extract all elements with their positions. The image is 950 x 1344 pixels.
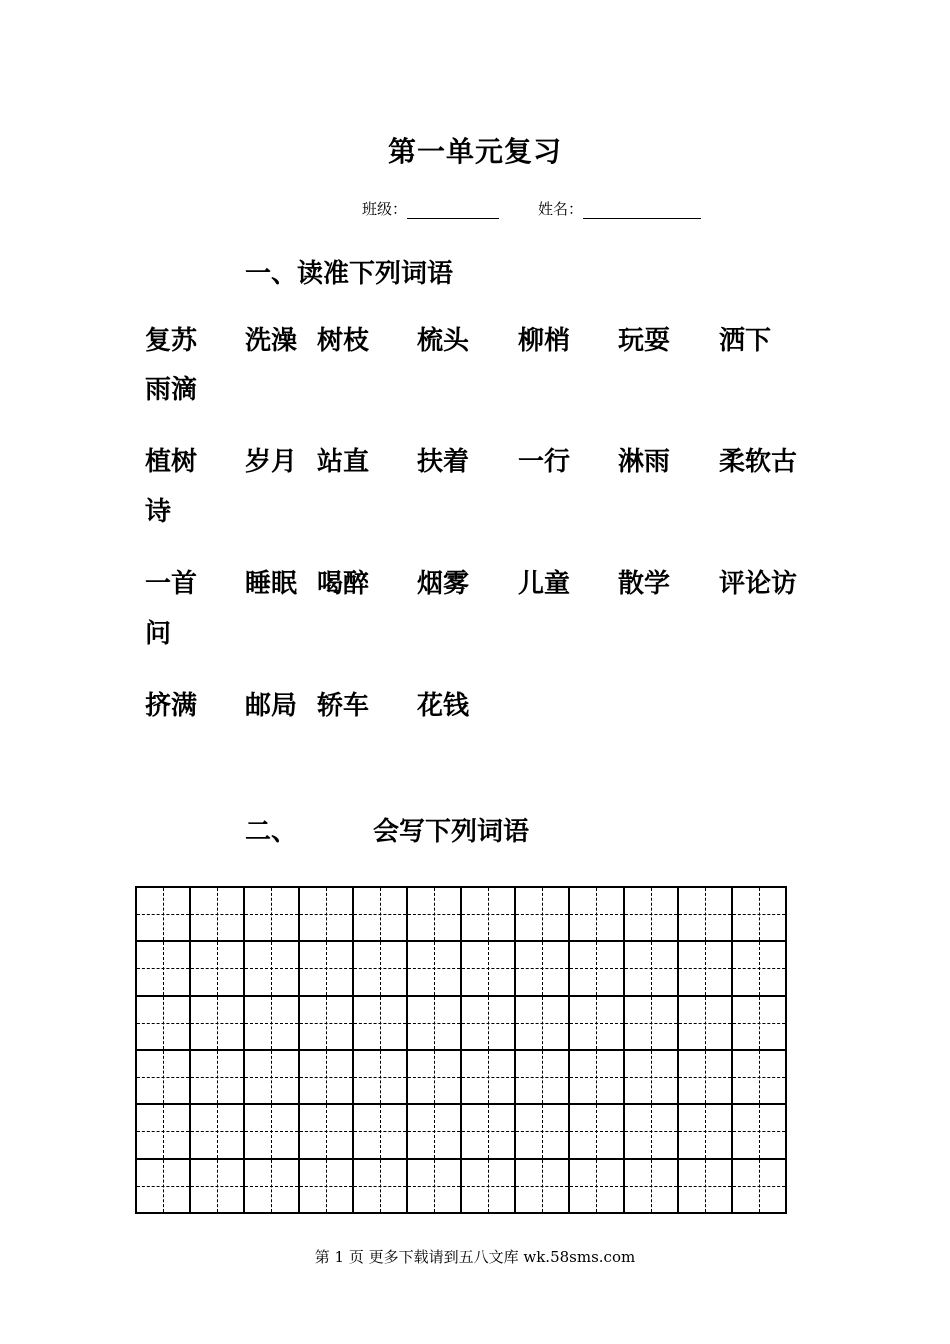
writing-cell[interactable] <box>191 888 245 942</box>
class-blank[interactable] <box>407 201 499 219</box>
writing-cell[interactable] <box>408 1051 462 1105</box>
writing-cell[interactable] <box>408 1105 462 1159</box>
word-item: 评论访 <box>719 569 798 599</box>
writing-cell[interactable] <box>191 1105 245 1159</box>
word-item: 挤满 <box>145 691 198 721</box>
writing-cell[interactable] <box>733 1105 787 1159</box>
word-item: 梳头 <box>417 326 470 356</box>
word-item: 雨滴 <box>145 375 198 405</box>
word-item: 邮局 <box>245 691 298 721</box>
writing-cell[interactable] <box>408 1160 462 1214</box>
writing-cell[interactable] <box>679 888 733 942</box>
writing-cell[interactable] <box>679 1160 733 1214</box>
writing-cell[interactable] <box>570 888 624 942</box>
writing-cell[interactable] <box>354 997 408 1051</box>
word-item: 喝醉 <box>317 569 370 599</box>
writing-cell[interactable] <box>570 997 624 1051</box>
writing-cell[interactable] <box>408 942 462 996</box>
writing-cell[interactable] <box>354 942 408 996</box>
writing-cell[interactable] <box>354 1160 408 1214</box>
writing-cell[interactable] <box>137 1105 191 1159</box>
section-2-heading: 会写下列词语 <box>373 817 530 847</box>
writing-cell[interactable] <box>462 997 516 1051</box>
word-item: 散学 <box>618 569 671 599</box>
writing-cell[interactable] <box>516 888 570 942</box>
writing-cell[interactable] <box>462 942 516 996</box>
writing-cell[interactable] <box>625 997 679 1051</box>
word-item: 一行 <box>518 447 571 477</box>
writing-cell[interactable] <box>516 997 570 1051</box>
writing-cell[interactable] <box>300 942 354 996</box>
writing-cell[interactable] <box>625 1105 679 1159</box>
writing-cell[interactable] <box>300 1051 354 1105</box>
writing-cell[interactable] <box>191 997 245 1051</box>
writing-cell[interactable] <box>679 1051 733 1105</box>
word-item: 洒下 <box>719 326 772 356</box>
writing-cell[interactable] <box>570 1105 624 1159</box>
word-item: 柔软古 <box>719 447 798 477</box>
word-item: 轿车 <box>317 691 370 721</box>
writing-cell[interactable] <box>137 997 191 1051</box>
writing-cell[interactable] <box>733 1051 787 1105</box>
writing-cell[interactable] <box>245 1051 299 1105</box>
writing-cell[interactable] <box>354 888 408 942</box>
word-item: 复苏 <box>145 326 198 356</box>
writing-cell[interactable] <box>137 888 191 942</box>
writing-cell[interactable] <box>462 1105 516 1159</box>
writing-cell[interactable] <box>570 1160 624 1214</box>
writing-cell[interactable] <box>462 1051 516 1105</box>
writing-cell[interactable] <box>516 1105 570 1159</box>
writing-cell[interactable] <box>625 1051 679 1105</box>
writing-cell[interactable] <box>300 1105 354 1159</box>
writing-cell[interactable] <box>354 1105 408 1159</box>
section-2-heading-number: 二、 <box>245 817 298 847</box>
writing-cell[interactable] <box>625 942 679 996</box>
word-item: 淋雨 <box>618 447 671 477</box>
writing-cell[interactable] <box>300 1160 354 1214</box>
writing-cell[interactable] <box>245 888 299 942</box>
word-item: 儿童 <box>518 569 571 599</box>
writing-cell[interactable] <box>408 997 462 1051</box>
word-item: 柳梢 <box>518 326 571 356</box>
class-field <box>362 198 499 219</box>
writing-cell[interactable] <box>300 888 354 942</box>
writing-grid <box>135 886 787 1214</box>
word-item: 问 <box>145 619 172 649</box>
page-footer: 第 1 页 更多下载请到五八文库 wk.58sms.com <box>314 1248 636 1266</box>
writing-cell[interactable] <box>516 1051 570 1105</box>
writing-cell[interactable] <box>733 1160 787 1214</box>
writing-cell[interactable] <box>625 888 679 942</box>
writing-cell[interactable] <box>570 1051 624 1105</box>
writing-cell[interactable] <box>625 1160 679 1214</box>
writing-cell[interactable] <box>679 1105 733 1159</box>
name-label: 姓名： <box>538 200 584 218</box>
writing-cell[interactable] <box>733 888 787 942</box>
writing-cell[interactable] <box>245 942 299 996</box>
word-item: 岁月 <box>245 447 298 477</box>
writing-cell[interactable] <box>733 942 787 996</box>
word-item: 站直 <box>317 447 370 477</box>
section-1-heading: 一、读准下列词语 <box>245 259 454 289</box>
word-item: 一首 <box>145 569 198 599</box>
page-title: 第一单元复习 <box>387 135 562 168</box>
writing-cell[interactable] <box>516 1160 570 1214</box>
writing-cell[interactable] <box>462 1160 516 1214</box>
word-item: 玩耍 <box>618 326 671 356</box>
writing-cell[interactable] <box>137 1051 191 1105</box>
writing-cell[interactable] <box>191 1160 245 1214</box>
writing-cell[interactable] <box>137 942 191 996</box>
word-item: 植树 <box>145 447 198 477</box>
word-item: 烟雾 <box>417 569 470 599</box>
word-item: 花钱 <box>417 691 470 721</box>
word-item: 诗 <box>145 497 172 527</box>
writing-cell[interactable] <box>462 888 516 942</box>
writing-cell[interactable] <box>570 942 624 996</box>
writing-cell[interactable] <box>191 1051 245 1105</box>
class-label: 班级： <box>362 200 408 218</box>
word-item: 睡眠 <box>245 569 298 599</box>
name-blank[interactable] <box>583 201 701 219</box>
word-item: 洗澡 <box>245 326 298 356</box>
writing-cell[interactable] <box>679 942 733 996</box>
writing-cell[interactable] <box>245 997 299 1051</box>
writing-cell[interactable] <box>679 997 733 1051</box>
writing-cell[interactable] <box>245 1105 299 1159</box>
writing-cell[interactable] <box>516 942 570 996</box>
writing-cell[interactable] <box>733 997 787 1051</box>
word-item: 扶着 <box>417 447 470 477</box>
writing-cell[interactable] <box>191 942 245 996</box>
word-item: 树枝 <box>317 326 370 356</box>
writing-cell[interactable] <box>354 1051 408 1105</box>
writing-cell[interactable] <box>300 997 354 1051</box>
name-field <box>538 198 701 219</box>
writing-cell[interactable] <box>408 888 462 942</box>
writing-cell[interactable] <box>245 1160 299 1214</box>
writing-cell[interactable] <box>137 1160 191 1214</box>
